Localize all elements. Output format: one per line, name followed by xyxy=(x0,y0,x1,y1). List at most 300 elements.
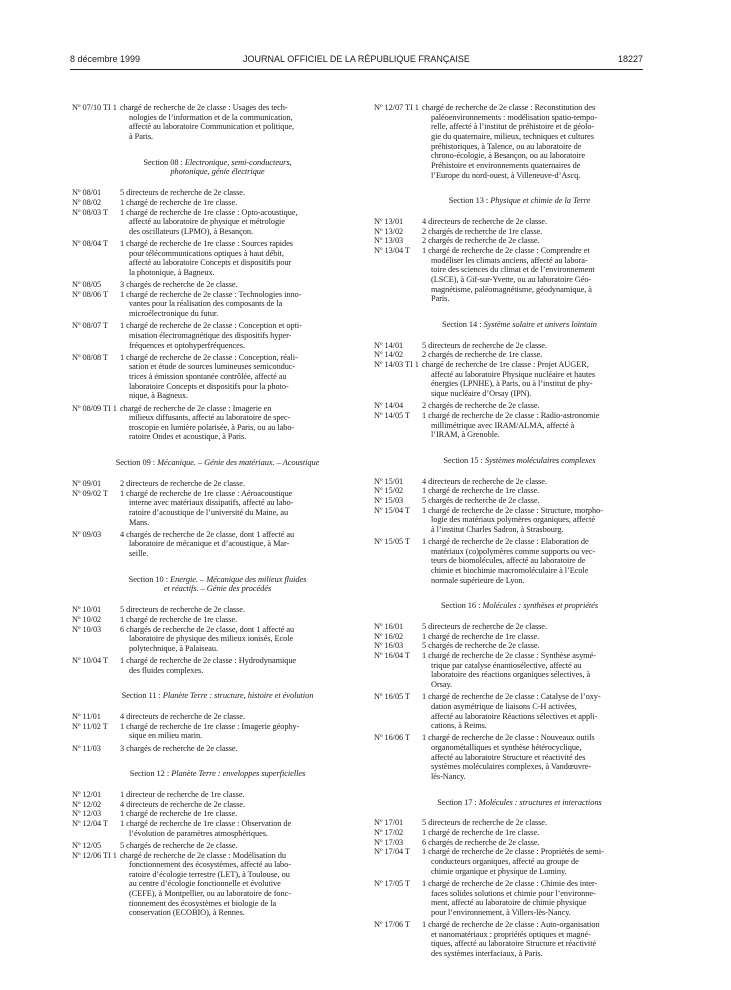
entry-line: 3 chargés de recherche de 2e classe. xyxy=(120,743,238,753)
entry-line: 1 chargé de recherche de 1re classe. xyxy=(422,631,540,641)
entry-line: trique par catalyse énantiosélective, affecté au xyxy=(431,660,582,670)
entry-line: 1 chargé de recherche de 2e classe : Structure, morpho- xyxy=(422,505,603,515)
entry-line: 1 chargé de recherche de 1re classe : Opto-acoustique, xyxy=(120,207,298,217)
position-entry xyxy=(374,641,665,651)
entry-number: Nº 15/03 xyxy=(374,495,404,505)
entry-line: 5 directeurs de recherche de 2e classe. xyxy=(422,340,547,350)
entry-number: Nº 16/06 T xyxy=(374,733,411,743)
entry-line: tionnement des écosystèmes et biologie de la xyxy=(129,898,277,908)
section-number: Section 09 : xyxy=(115,458,156,468)
entry-line: 5 directeurs de recherche de 2e classe. xyxy=(120,188,245,198)
entry-line: 6 chargés de recherche de 2e classe. xyxy=(422,837,540,847)
entry-line: laboratoire de physique des milieux ionisés, Ecole xyxy=(129,634,294,644)
entry-line: chargé de recherche de 2e classe : Reconstitution des xyxy=(422,103,596,112)
position-entry xyxy=(374,692,665,731)
entry-line: conservation (ECOBIO), à Rennes. xyxy=(129,908,245,918)
entry-line: 5 directeurs de recherche de 2e classe. xyxy=(422,622,547,632)
entry-line: 1 chargé de recherche de 2e classe : Comprendre et xyxy=(422,246,590,256)
section-title: et réactifs. – Génie des procédés xyxy=(163,584,272,594)
entry-line: toire des sciences du climat et de l’environnement xyxy=(431,265,595,275)
entry-number: Nº 08/06 T xyxy=(72,289,109,299)
position-entry xyxy=(72,790,363,800)
entry-number: Nº 12/05 xyxy=(72,840,102,850)
entry-line: 5 directeurs de recherche de 2e classe. xyxy=(120,605,245,615)
entry-line: matériaux (co)polymères comme supports ou vec- xyxy=(431,546,596,556)
section-title: Systèmes moléculaires complexes xyxy=(484,455,596,465)
entry-line: 4 chargés de recherche de 2e classe, dont 1 affecté au xyxy=(120,529,295,539)
position-entry xyxy=(72,489,363,528)
entry-line: 1 chargé de recherche de 2e classe : Radio-astronomie xyxy=(422,410,600,420)
entry-line: troscopie en lumière polarisée, à Paris, ou au labo- xyxy=(129,422,295,432)
entry-number: Nº 17/02 xyxy=(374,828,404,838)
entry-line: 1 chargé de recherche de 2e classe : Elaboration de xyxy=(422,537,589,547)
entry-line: 2 chargés de recherche de 2e classe. xyxy=(422,401,540,411)
entry-line: 4 directeurs de recherche de 2e classe. xyxy=(120,799,245,809)
section-heading xyxy=(72,458,363,468)
entry-number: Nº 16/03 xyxy=(374,641,404,651)
entry-line: ratoire Ondes et acoustique, à Paris. xyxy=(129,432,247,442)
entry-line: 1 chargé de recherche de 2e classe : Catalyse de l’oxy- xyxy=(422,692,601,702)
entry-line: fréquences et optohyperfréquences. xyxy=(129,340,246,350)
position-entry xyxy=(72,712,363,722)
entry-line: Préhistoire et environnements quaternaires de xyxy=(431,160,581,170)
section-title: Electronique, semi-conducteurs, xyxy=(184,157,292,167)
entry-number: Nº 10/03 xyxy=(72,624,102,634)
entry-number: Nº 12/01 xyxy=(72,790,102,800)
entry-line: l’Europe du nord-ouest, à Villeneuve-d’Ascq. xyxy=(431,170,581,180)
position-entry xyxy=(374,236,665,246)
entry-text xyxy=(422,217,665,227)
entry-line: ment, affecté au laboratoire de chimie physique xyxy=(431,898,587,908)
entry-text xyxy=(422,411,665,440)
entry-text xyxy=(422,506,665,535)
section-title: Energie. – Mécanique des milieux fluides xyxy=(170,574,307,584)
entry-line: 1 chargé de recherche de 1re classe : Aéroacoustique xyxy=(120,488,293,498)
entry-text xyxy=(120,809,363,819)
header-page-number: 18227 xyxy=(617,54,643,64)
entry-line: relle, affecté à l’institut de préhistoire et de géolo- xyxy=(431,122,595,132)
entry-number: Nº 16/05 T xyxy=(374,692,411,702)
entry-line: affecté au laboratoire Structure et réactivité des xyxy=(431,752,586,762)
position-entry xyxy=(374,411,665,440)
position-entry xyxy=(72,841,363,851)
entry-line: lès-Nancy. xyxy=(431,771,466,781)
section-title: Molécules : synthèses et propriétés xyxy=(482,601,599,611)
entry-line: modéliser les climats anciens, affecté au labora- xyxy=(431,255,588,265)
section-number: Section 08 : xyxy=(143,157,183,167)
entry-text xyxy=(120,790,363,800)
entry-text xyxy=(422,360,665,399)
entry-line: ratoire d’écologie terrestre (LET), à Toulouse, ou xyxy=(129,869,290,879)
entry-text xyxy=(422,692,665,731)
entry-line: conducteurs organiques, affecté au groupe de xyxy=(431,857,579,867)
position-entry xyxy=(374,103,665,180)
entry-line: la photonique, à Bagneux. xyxy=(129,267,215,277)
entry-number: Nº 10/01 xyxy=(72,605,102,615)
entry-text xyxy=(120,744,363,754)
entry-number: Nº 08/04 T xyxy=(72,239,109,248)
entry-line: 1 chargé de recherche de 1re classe. xyxy=(422,486,540,496)
position-entry xyxy=(374,350,665,360)
entry-line: 2 chargés de recherche de 1re classe. xyxy=(422,350,543,360)
position-entry xyxy=(374,477,665,487)
entry-line: Orsay. xyxy=(431,680,453,690)
entry-text xyxy=(120,656,363,675)
section-number: Section 14 : xyxy=(442,319,482,329)
entry-line: l’IRAM, à Grenoble. xyxy=(431,430,500,440)
entry-text xyxy=(120,280,363,290)
entry-line: sation et étude de sources lumineuses semiconduc- xyxy=(129,362,296,372)
section-heading-line xyxy=(374,320,665,330)
entry-line: 1 chargé de recherche de 1re classe : Observation de xyxy=(120,819,292,829)
entry-line: cations, à Reims. xyxy=(431,721,487,731)
entry-line: Paris. xyxy=(431,294,450,304)
position-entry xyxy=(374,818,665,828)
entry-text xyxy=(422,818,665,828)
entry-line: organométalliques et synthèse hétérocyclique, xyxy=(431,743,582,752)
entry-line: 1 chargé de recherche de 2e classe : Hydrodynamique xyxy=(120,656,297,666)
entry-line: (LSCE), à Gif-sur-Yvette, ou au laboratoire Géo- xyxy=(431,274,592,284)
position-entry xyxy=(72,656,363,675)
entry-line: 6 chargés de recherche de 2e classe, dont 1 affecté au xyxy=(120,624,295,634)
section-heading xyxy=(72,769,363,779)
entry-line: Mans. xyxy=(129,517,150,527)
position-entry xyxy=(72,208,363,237)
entry-line: laboratoire de mécanique et d’acoustique, à Mar- xyxy=(129,539,290,549)
entry-line: 2 directeurs de recherche de 2e classe. xyxy=(120,478,245,488)
entry-line: 1 chargé de recherche de 1re classe. xyxy=(120,809,238,819)
entry-line: des systèmes interfaciaux, à Paris. xyxy=(431,948,543,958)
position-entry xyxy=(72,819,363,838)
entry-line: 4 directeurs de recherche de 2e classe. xyxy=(422,476,547,486)
entry-text xyxy=(120,290,363,319)
entry-line: 1 chargé de recherche de 1re classe : Sources rapides xyxy=(120,239,293,248)
entry-text xyxy=(120,198,363,208)
section-heading-line xyxy=(72,584,363,594)
position-entry xyxy=(374,496,665,506)
entry-line: interne avec matériaux dissipatifs, affecté au labo- xyxy=(129,498,294,508)
section-title: Planète Terre : enveloppes superficielles xyxy=(171,769,306,779)
entry-line: dation asymétrique de liaisons C-H activées, xyxy=(431,701,577,711)
entry-line: tiques, affecté au laboratoire Structure et réactivité xyxy=(431,939,597,949)
position-entry xyxy=(374,828,665,838)
entry-number: Nº 09/02 T xyxy=(72,488,109,498)
entry-text xyxy=(422,828,665,838)
section-number: Section 11 : xyxy=(121,691,161,701)
entry-number: Nº 13/04 T xyxy=(374,246,411,256)
entry-text xyxy=(422,879,665,918)
entry-number: Nº 11/01 xyxy=(72,712,101,722)
entry-line: laboratoire des réactions organiques sélectives, à xyxy=(431,670,591,680)
entry-text xyxy=(120,530,363,559)
entry-number: Nº 14/01 xyxy=(374,340,404,350)
position-entry xyxy=(72,800,363,810)
entry-text xyxy=(422,236,665,246)
entry-line: systèmes moléculaires complexes, à Vandœuvre- xyxy=(431,762,592,772)
entry-text xyxy=(422,733,665,781)
entry-text xyxy=(120,103,363,142)
entry-number: Nº 15/04 T xyxy=(374,505,411,515)
section-heading-line xyxy=(72,575,363,585)
entry-line: au centre d’écologie fonctionnelle et évolutive xyxy=(129,879,281,889)
section-heading xyxy=(72,158,363,178)
entry-number: Nº 14/03 TI 1 xyxy=(374,360,419,370)
entry-line: fonctionnement des écosystèmes, affecté au labo- xyxy=(129,860,291,870)
entry-number: Nº 17/06 T xyxy=(374,919,411,929)
entry-text xyxy=(422,103,665,180)
entry-line: paléoenvironnements : modélisation spatio-tempo- xyxy=(431,112,598,122)
entry-line: misation électromagnétique des dispositifs hyper- xyxy=(129,330,292,340)
entry-line: 1 chargé de recherche de 2e classe : Conception, réali- xyxy=(120,352,298,362)
entry-text xyxy=(422,486,665,496)
entry-line: nique, à Bagneux. xyxy=(129,391,189,401)
section-heading xyxy=(374,798,665,808)
entry-text xyxy=(422,496,665,506)
entry-number: Nº 08/01 xyxy=(72,188,102,198)
entry-number: Nº 13/02 xyxy=(374,226,404,236)
entry-line: des fluides complexes. xyxy=(129,665,204,675)
entry-line: à l’institut Charles Sadron, à Strasbourg. xyxy=(431,524,564,534)
entry-line: chargé de recherche de 1re classe : Projet AUGER, xyxy=(422,360,589,370)
entry-line: 1 chargé de recherche de 2e classe : Chimie des inter- xyxy=(422,878,598,888)
entry-line: gie du quaternaire, milieux, techniques et cultures xyxy=(431,131,594,141)
entry-text xyxy=(120,819,363,838)
position-entry xyxy=(374,486,665,496)
entry-number: Nº 08/05 xyxy=(72,280,102,290)
section-title: Physique et chimie de la Terre xyxy=(490,196,591,206)
entry-line: 1 chargé de recherche de 1re classe. xyxy=(120,614,238,624)
entry-line: 1 chargé de recherche de 1re classe. xyxy=(422,828,540,838)
position-entry xyxy=(374,838,665,848)
position-entry xyxy=(72,479,363,489)
entry-line: 4 directeurs de recherche de 2e classe. xyxy=(422,217,547,227)
header-date: 8 décembre 1999 xyxy=(70,54,141,64)
entry-line: 1 chargé de recherche de 1re classe. xyxy=(120,197,238,207)
entry-text xyxy=(422,401,665,411)
entry-line: chargé de recherche de 2e classe : Imagerie en xyxy=(120,403,272,413)
entry-line: seille. xyxy=(129,549,149,559)
entry-line: magnétisme, paléomagnétisme, géodynamique, à xyxy=(431,284,592,294)
entry-line: (CEFE), à Montpellier, ou au laboratoire de fonc- xyxy=(129,889,291,899)
position-entry xyxy=(374,920,665,959)
section-title: Mécanique. – Génie des matériaux. – Acoustique xyxy=(157,458,320,468)
section-heading-line xyxy=(72,167,363,177)
position-entry xyxy=(72,615,363,625)
entry-line: 2 chargés de recherche de 1re classe. xyxy=(422,226,543,236)
entry-text xyxy=(120,239,363,278)
entry-number: Nº 08/07 T xyxy=(72,321,109,331)
entry-line: et nanomatériaux : propriétés optiques et magné- xyxy=(431,929,591,939)
section-heading-line xyxy=(374,196,665,206)
entry-number: Nº 12/07 TI 1 xyxy=(374,103,419,112)
position-entry xyxy=(72,290,363,319)
position-entry xyxy=(374,506,665,535)
entry-line: chargé de recherche de 2e classe : Usages des tech- xyxy=(120,103,288,112)
section-heading xyxy=(374,320,665,330)
entry-line: 1 chargé de recherche de 2e classe : Synthèse asymé- xyxy=(422,651,596,661)
entry-number: Nº 13/03 xyxy=(374,236,404,246)
section-heading-line xyxy=(374,798,665,808)
entry-line: énergies (LPNHE), à Paris, ou à l’institut de phy- xyxy=(431,379,593,389)
entry-line: à Paris. xyxy=(129,131,154,141)
entry-number: Nº 15/01 xyxy=(374,476,404,486)
position-entry xyxy=(374,360,665,399)
header-title: JOURNAL OFFICIEL DE LA RÉPUBLIQUE FRANÇAISE xyxy=(243,54,470,64)
entry-text xyxy=(120,321,363,350)
section-heading xyxy=(72,575,363,595)
entry-text xyxy=(422,838,665,848)
entry-line: sique en milieu marin. xyxy=(129,731,203,741)
entry-text xyxy=(120,489,363,528)
entry-number: Nº 15/05 T xyxy=(374,537,411,547)
entry-number: Nº 10/04 T xyxy=(72,656,109,666)
entry-number: Nº 12/03 xyxy=(72,809,102,819)
entry-line: 1 chargé de recherche de 1re classe : Imagerie géophy- xyxy=(120,721,300,731)
entry-number: Nº 17/03 xyxy=(374,837,404,847)
entry-line: 3 chargés de recherche de 2e classe. xyxy=(120,280,238,290)
entry-line: des oscillateurs (LPMO), à Besançon. xyxy=(129,226,254,236)
entry-line: trices à émission spontanée contrôlée, affecté au xyxy=(129,372,287,382)
entry-line: pour l’environnement, à Villers-lès-Nancy. xyxy=(431,907,571,917)
section-title: Molécules : structures et interactions xyxy=(478,797,602,807)
entry-number: Nº 14/04 xyxy=(374,401,404,411)
page-header xyxy=(70,53,643,70)
entry-text xyxy=(120,605,363,615)
entry-line: sique nucléaire d’Orsay (IPN). xyxy=(431,389,532,399)
entry-text xyxy=(422,632,665,642)
entry-text xyxy=(120,712,363,722)
entry-number: Nº 13/01 xyxy=(374,217,404,227)
section-heading-line xyxy=(72,691,363,701)
section-heading xyxy=(374,456,665,466)
position-entry xyxy=(374,879,665,918)
entry-text xyxy=(120,800,363,810)
position-entry xyxy=(374,341,665,351)
entry-line: 1 chargé de recherche de 2e classe : Auto-organisation xyxy=(422,919,600,929)
entry-line: 1 directeur de recherche de 1re classe. xyxy=(120,790,245,800)
entry-text xyxy=(422,651,665,690)
entry-line: affecté au laboratoire Physique nucléaire et hautes xyxy=(431,369,596,379)
position-entry xyxy=(72,239,363,278)
section-heading-line xyxy=(72,158,363,168)
entry-number: Nº 11/03 xyxy=(72,743,101,753)
position-entry xyxy=(374,537,665,585)
entry-number: Nº 10/02 xyxy=(72,614,102,624)
entry-number: Nº 12/02 xyxy=(72,799,102,809)
entry-number: Nº 17/01 xyxy=(374,818,404,828)
entry-line: nologies de l’information et de la communication, xyxy=(129,112,293,122)
entry-number: Nº 16/02 xyxy=(374,631,404,641)
entry-line: l’évolution de paramètres atmosphériques. xyxy=(129,828,268,838)
entry-text xyxy=(422,246,665,304)
entry-text xyxy=(120,625,363,654)
entry-line: 4 directeurs de recherche de 2e classe. xyxy=(120,712,245,722)
entry-line: faces solides solutions et chimie pour l’environne- xyxy=(431,888,596,898)
entry-text xyxy=(120,722,363,741)
position-entry xyxy=(72,744,363,754)
entry-line: chimie et biochimie macromoléculaire à l’Ecole xyxy=(431,566,589,576)
position-entry xyxy=(72,353,363,401)
entry-line: normale supérieure de Lyon. xyxy=(431,575,525,585)
entry-line: 5 chargés de recherche de 2e classe. xyxy=(422,641,540,651)
entry-number: Nº 07/10 TI 1 xyxy=(72,103,117,112)
entry-line: ratoire d’acoustique de l’université du Maine, au xyxy=(129,507,289,517)
entry-text xyxy=(120,353,363,401)
position-entry xyxy=(72,625,363,654)
section-number: Section 15 : xyxy=(443,455,483,465)
section-title: Système solaire et univers lointain xyxy=(483,319,597,329)
entry-line: milieux diffusants, affecté au laboratoire de spec- xyxy=(129,413,291,423)
position-entry xyxy=(72,280,363,290)
entry-text xyxy=(422,341,665,351)
section-heading xyxy=(374,601,665,611)
entry-number: Nº 11/02 T xyxy=(72,721,108,731)
entry-number: Nº 16/04 T xyxy=(374,651,411,661)
entry-text xyxy=(422,622,665,632)
section-number: Section 13 : xyxy=(448,196,489,206)
position-entry xyxy=(374,622,665,632)
entry-line: laboratoire Concepts et dispositifs pour la photo- xyxy=(129,381,289,391)
position-entry xyxy=(72,103,363,142)
position-entry xyxy=(374,227,665,237)
entry-line: 5 chargés de recherche de 2e classe. xyxy=(422,495,540,505)
entry-line: 5 directeurs de recherche de 2e classe. xyxy=(422,818,547,828)
entry-line: affecté au laboratoire de physique et métrologie xyxy=(129,217,285,227)
section-number: Section 12 : xyxy=(129,769,170,779)
position-entry xyxy=(72,198,363,208)
entry-text xyxy=(422,227,665,237)
entry-line: logie des matériaux polymères organiques, affecté xyxy=(431,515,596,525)
entry-number: Nº 15/02 xyxy=(374,486,404,496)
entry-line: 5 chargés de recherche de 2e classe. xyxy=(120,840,238,850)
position-entry xyxy=(72,321,363,350)
section-heading-line xyxy=(72,458,363,468)
entry-text xyxy=(422,847,665,876)
position-entry xyxy=(374,632,665,642)
entry-number: Nº 08/03 T xyxy=(72,207,109,217)
entry-line: 1 chargé de recherche de 2e classe : Technologies inno- xyxy=(120,289,302,299)
section-title: Planète Terre : structure, histoire et évolution xyxy=(162,691,314,701)
position-entry xyxy=(72,809,363,819)
entry-text xyxy=(120,208,363,237)
entry-line: vantes pour la réalisation des composants de la xyxy=(129,299,283,309)
entry-line: préhistoriques, à Talence, ou au laboratoire de xyxy=(431,141,582,151)
entry-line: chrono-écologie, à Besançon, ou au laboratoire xyxy=(431,151,586,161)
position-entry xyxy=(72,404,363,443)
section-heading-line xyxy=(374,601,665,611)
entry-line: affecté au laboratoire Concepts et dispositifs pour xyxy=(129,258,292,268)
entry-line: 2 chargés de recherche de 2e classe. xyxy=(422,236,540,246)
section-number: Section 10 : xyxy=(128,574,169,584)
entry-number: Nº 09/03 xyxy=(72,529,102,539)
position-entry xyxy=(72,530,363,559)
section-number: Section 16 : xyxy=(440,601,481,611)
right-column xyxy=(374,103,665,961)
position-entry xyxy=(72,605,363,615)
entry-line: chimie organique et physique de Luminy. xyxy=(431,866,567,876)
section-heading xyxy=(374,196,665,206)
entry-line: 1 chargé de recherche de 2e classe : Propriétés de semi- xyxy=(422,847,604,857)
entry-number: Nº 17/05 T xyxy=(374,878,411,888)
position-entry xyxy=(72,722,363,741)
position-entry xyxy=(374,217,665,227)
entry-number: Nº 08/02 xyxy=(72,197,102,207)
entry-text xyxy=(120,479,363,489)
entry-number: Nº 08/08 T xyxy=(72,352,109,362)
entry-line: chargé de recherche de 2e classe : Modélisation du xyxy=(120,850,286,860)
entry-line: affecté au laboratoire Réactions sélectives et appli- xyxy=(431,711,598,721)
entry-number: Nº 14/05 T xyxy=(374,410,411,420)
